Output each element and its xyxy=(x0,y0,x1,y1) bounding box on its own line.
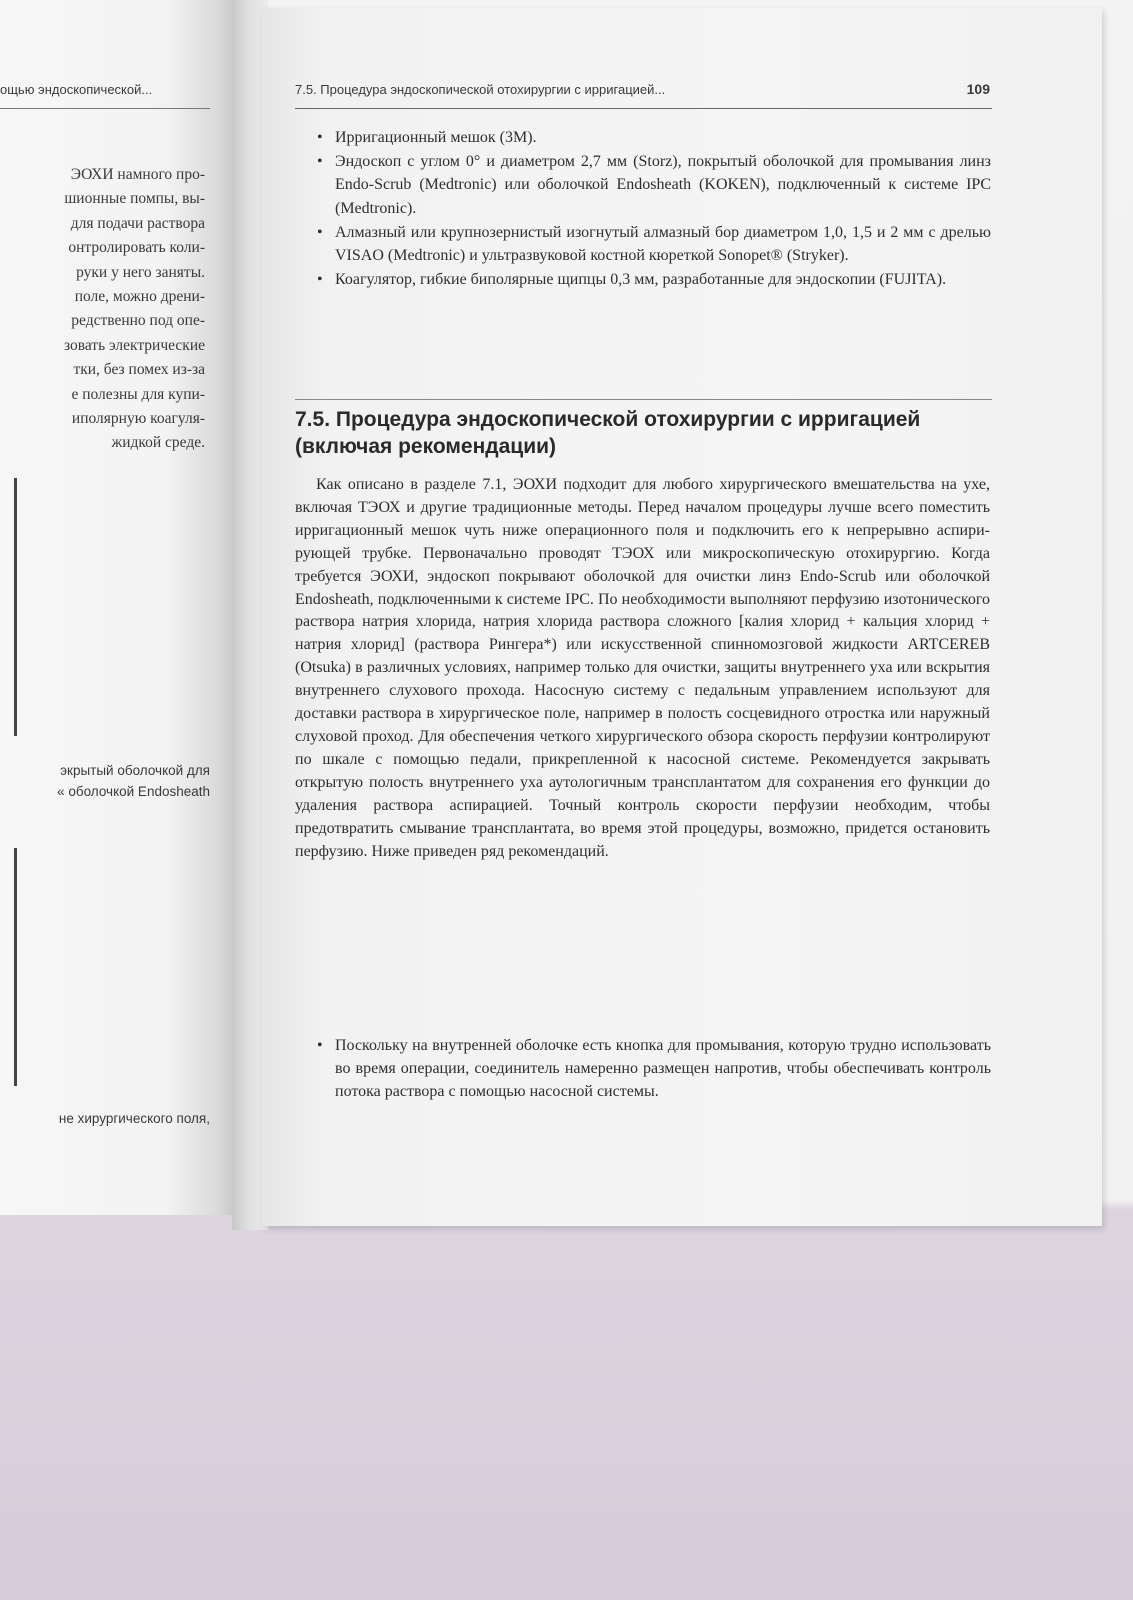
equipment-list xyxy=(311,126,991,292)
left-caption-line: « оболочкой Endosheath xyxy=(57,784,210,799)
left-caption-line: не хирургического поля, xyxy=(58,1111,210,1126)
list-item: • Ирригационный мешок (3М). xyxy=(311,126,991,149)
left-text-line: жидкой среде. xyxy=(111,434,205,452)
list-item: • Коагулятор, гибкие биполярные щипцы 0,3 мм, разработанные для эндоскопии (FUJITA). xyxy=(311,268,991,291)
left-text-line: ЭОХИ намного про- xyxy=(70,166,205,183)
left-text-line: зовать электрические xyxy=(63,336,205,354)
left-page xyxy=(0,0,238,1215)
list-item: • Эндоскоп с углом 0° и диаметром 2,7 мм (Storz), покрытый оболочкой для промывания линз Endo-Scrub (Medtronic) или оболочкой Endosheath (KOKEN), подключенный к системе IPC (Medtronic). xyxy=(311,150,991,220)
left-text-line: для подачи раствора xyxy=(70,214,205,232)
section-heading: 7.5. Процедура эндоскопической отохирургии с ирригацией (включая рекомендации) xyxy=(295,408,921,458)
left-figure-bar xyxy=(14,848,17,1086)
left-page-text xyxy=(0,163,205,456)
section-divider xyxy=(295,399,992,400)
left-header-rule xyxy=(0,108,210,109)
left-caption-line: экрытый оболочкой для xyxy=(60,763,210,778)
left-text-line: шионные помпы, вы- xyxy=(64,190,205,208)
left-running-header: ощью эндоскопической... xyxy=(0,82,153,97)
left-figure-bar xyxy=(14,478,17,736)
page-number: 109 xyxy=(966,81,990,97)
header-rule xyxy=(295,108,992,109)
list-item: • Алмазный или крупнозернистый изогнутый алмазный бор диаметром 1,0, 1,5 и 2 мм с дрелью VISAO (Medtronic) и ультразвуковой костной кюреткой Sonopet® (Stryker). xyxy=(311,221,991,267)
left-text-line: поле, можно дрени- xyxy=(74,288,205,306)
section-body-paragraph: Как описано в разделе 7.1, ЭОХИ подходит для любого хирургического вмешательства на ухе, включая ТЭОХ и другие традиционные методы. Перед началом процедуры лучше всего поместить ирригационный мешок чуть ниже операционного поля и подключить его к непрерывно аспирирующей трубке. Первоначально проводят ТЭОХ или микроскопическую отохирургию. Когда требуется ЭОХИ, эндоскоп покрывают оболочкой для очистки линз Endo-Scrub или оболочкой Endosheath, подключенными к системе IPC. По необходимости выполняют перфузию изотонического раствора натрия хлорида, натрия хлорида раствора сложного [калия хлорид + кальция хлорид + натрия хлорид] (раствора Рингера*) или искусственной спинномозговой жидкости ARTCEREB (Otsuka) в различных условиях, например только для очистки, защиты внутреннего уха или вскрытия внутреннего слухового прохода. Насосную систему с педальным управлением используют для доставки раствора в хирургическое поле, например в полость сосцевидного отростка или наружный слуховой проход. Для обеспечения четкого хирургического обзора скорость перфузии контролируют по шкале с помощью педали, прикрепленной к насосной системе. Рекомендуется закрывать открытую полость внутреннего уха аутологичным трансплантатом для сохранения его функции до удаления раствора аспирацией. Точный контроль скорости перфузии необходим, чтобы предотвратить смывание трансплантата, во время этой процедуры, возможно, придется остановить перфузию. Ниже приведен ряд рекомендаций. xyxy=(295,476,990,860)
left-figure-caption xyxy=(0,760,210,802)
left-figure-caption xyxy=(0,1108,210,1129)
running-header-title: 7.5. Процедура эндоскопической отохирургии с ирригацией... xyxy=(295,82,666,97)
left-text-line: тки, без помех из-за xyxy=(73,361,205,379)
left-text-line: руки у него заняты. xyxy=(76,263,205,281)
left-text-line: е полезны для купи- xyxy=(71,385,205,403)
list-item: • Поскольку на внутренней оболочке есть кнопка для промывания, которую трудно использовать во время операции, соединитель намеренно размещен напротив, чтобы обеспечивать контроль потока раствора с помощью насосной системы. xyxy=(311,1035,991,1104)
left-text-line: иполярную коагуля- xyxy=(71,410,205,428)
left-text-line: онтролировать коли- xyxy=(68,239,205,257)
left-text-line: редственно под опе- xyxy=(71,312,205,330)
recommendations-list xyxy=(311,1035,991,1104)
